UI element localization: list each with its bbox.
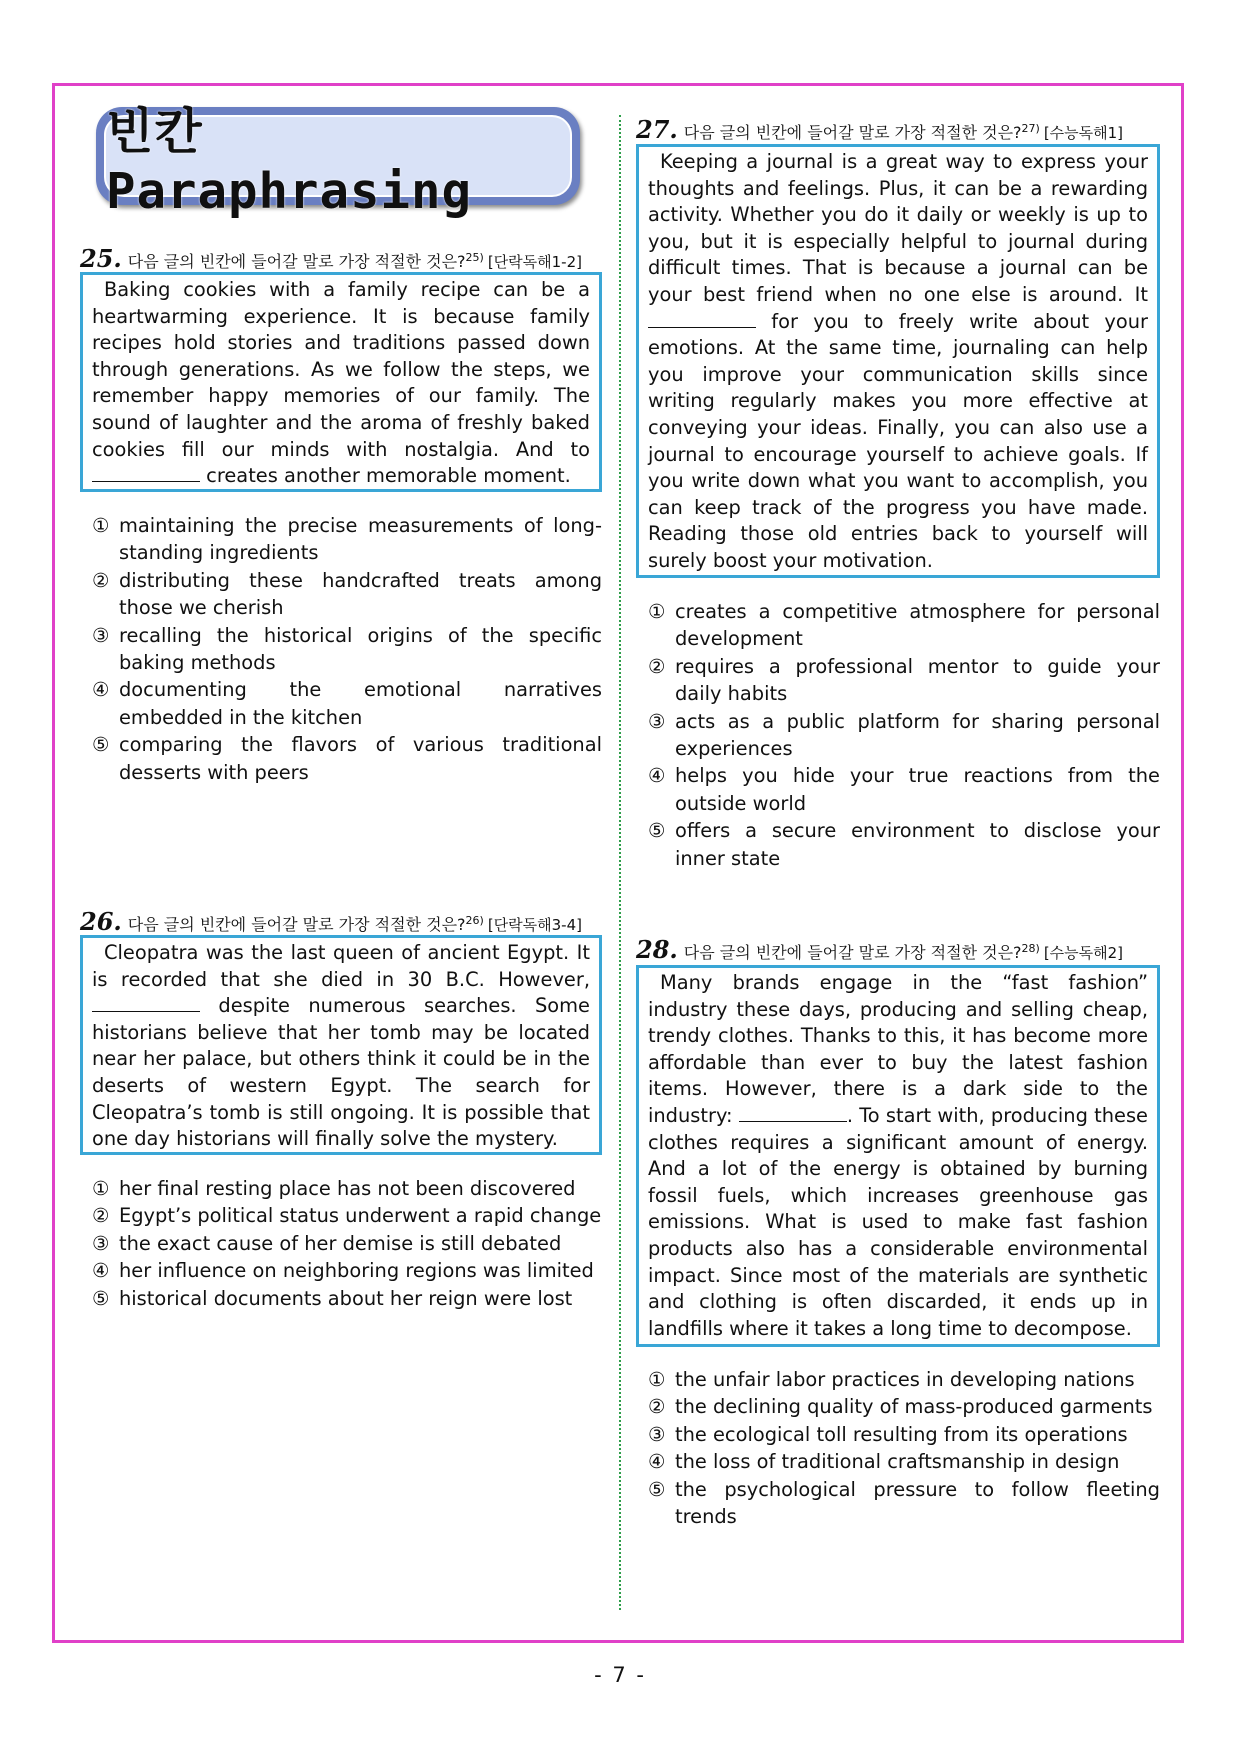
question-header-25 — [80, 244, 582, 273]
question-header-26 — [80, 907, 582, 936]
option-text: recalling the historical origins of the specific baking methods — [119, 623, 602, 675]
option-marker: ③ — [92, 623, 110, 647]
option-marker: ⑤ — [92, 1286, 110, 1310]
options-list-26 — [92, 1175, 602, 1312]
option-text: documenting the emotional narratives embedded in the kitchen — [119, 678, 602, 729]
option-marker: ⑤ — [648, 819, 666, 843]
option-text: comparing the flavors of various traditional desserts with peers — [119, 733, 602, 784]
option-marker: ① — [92, 1177, 110, 1200]
question-source: [수능독해2] — [1043, 944, 1124, 962]
option-text: distributing these handcrafted treats among those we cherish — [119, 568, 602, 620]
footnote-marker: 27) — [1021, 122, 1040, 135]
option-item[interactable] — [648, 653, 1160, 708]
question-number: 25. — [80, 244, 122, 273]
question-instruction: 다음 글의 빈칸에 들어갈 말로 가장 적절한 것은? — [683, 943, 1022, 962]
option-item[interactable] — [92, 622, 602, 677]
option-text: her influence on neighboring regions was limited — [119, 1259, 594, 1283]
section-title: 빈칸 Paraphrasing — [106, 102, 473, 220]
footnote-marker: 28) — [1021, 942, 1040, 955]
option-marker: ② — [92, 568, 110, 592]
passage-text: Keeping a journal is a great way to express your thoughts and feelings. Plus, it can be a rewarding activity. Whether you do it daily or weekly is up to you, but it is especially helpful to journal during difficult times. That is because a journal can be your best friend when no one else is around. It — [648, 150, 1148, 306]
option-item[interactable] — [648, 817, 1160, 872]
passage-text: Many brands engage in the “fast fashion” industry these days, producing and selling cheap, trendy clothes. Thanks to this, it has become more affordable than ever to buy the latest fashion items. However, there is a dark side to the industry: — [648, 971, 1148, 1127]
option-text: historical documents about her reign were lost — [119, 1286, 573, 1310]
passage-text: . To start with, producing these clothes requires a significant amount of energy. And a lot of the energy is obtained by burning fossil fuels, which increases greenhouse gas emissions. What is used to make fast fashion products also has a considerable environmental impact. Since most of the materials are synthetic and clothing is often discarded, it ends up in landfills where it takes a long time to decompose. — [648, 1103, 1148, 1340]
answer-blank — [739, 1105, 847, 1122]
option-text: the psychological pressure to follow fleeting trends — [675, 1477, 1160, 1529]
option-item[interactable] — [648, 1366, 1160, 1393]
question-source: [수능독해1] — [1043, 124, 1124, 142]
option-item[interactable] — [92, 567, 602, 622]
option-marker: ⑤ — [648, 1477, 666, 1501]
option-item[interactable] — [648, 708, 1160, 763]
option-marker: ② — [92, 1204, 110, 1228]
option-text: the unfair labor practices in developing nations — [675, 1368, 1135, 1391]
option-marker: ① — [92, 514, 110, 537]
option-marker: ③ — [648, 709, 666, 733]
option-item[interactable] — [648, 1448, 1160, 1475]
option-marker: ① — [648, 600, 666, 623]
option-item[interactable] — [92, 731, 602, 786]
option-item[interactable] — [648, 1476, 1160, 1531]
option-marker: ③ — [648, 1422, 666, 1446]
option-marker: ⑤ — [92, 733, 110, 757]
option-item[interactable] — [92, 1202, 602, 1229]
option-item[interactable] — [92, 512, 602, 567]
option-item[interactable] — [92, 1230, 602, 1257]
passage-text: despite numerous searches. Some historians believe that her tomb may be located near her palace, but others think it could be in the deserts of western Egypt. The search for Cleopatra’s tomb is still ongoing. It is possible that one day historians will finally solve the mystery. — [92, 994, 590, 1151]
passage-text: for you to freely write about your emotions. At the same time, journaling can help you improve your communication skills since writing regularly makes you more effective at conveying your ideas. Finally, you can also use a journal to encourage yourself to achieve goals. If you write down what you want to accomplish, you can keep track of the progress you have made. Reading those old entries back to yourself will surely boost your motivation. — [648, 309, 1148, 572]
option-item[interactable] — [648, 598, 1160, 653]
option-text: Egypt’s political status underwent a rapid change — [119, 1204, 602, 1228]
option-marker: ④ — [92, 678, 110, 702]
option-item[interactable] — [92, 1285, 602, 1312]
options-list-28 — [648, 1366, 1160, 1530]
answer-blank — [92, 995, 200, 1012]
passage-box-28 — [636, 965, 1160, 1347]
options-list-25 — [92, 512, 602, 786]
option-item[interactable] — [92, 676, 602, 731]
answer-blank — [648, 311, 756, 328]
question-number: 27. — [636, 115, 678, 144]
option-text: the declining quality of mass-produced garments — [675, 1395, 1153, 1419]
option-item[interactable] — [92, 1257, 602, 1284]
option-marker: ② — [648, 654, 666, 678]
footnote-marker: 25) — [465, 251, 484, 264]
passage-text: Baking cookies with a family recipe can be a heartwarming experience. It is because family recipes hold stories and traditions passed down through generations. As we follow the steps, we remember happy memories of our family. The sound of laughter and the aroma of freshly baked cookies fill our minds with nostalgia. And to — [92, 278, 590, 461]
option-text: acts as a public platform for sharing personal experiences — [675, 709, 1160, 761]
passage-box-27 — [636, 144, 1160, 578]
option-marker: ④ — [648, 764, 666, 788]
question-instruction: 다음 글의 빈칸에 들어갈 말로 가장 적절한 것은? — [127, 915, 466, 934]
passage-box-26 — [80, 935, 602, 1155]
option-item[interactable] — [648, 762, 1160, 817]
option-text: her final resting place has not been discovered — [119, 1177, 576, 1200]
options-list-27 — [648, 598, 1160, 872]
option-text: requires a professional mentor to guide your daily habits — [675, 654, 1160, 706]
question-header-28 — [636, 935, 1123, 964]
question-instruction: 다음 글의 빈칸에 들어갈 말로 가장 적절한 것은? — [127, 252, 466, 271]
option-text: creates a competitive atmosphere for personal development — [675, 600, 1160, 651]
option-text: helps you hide your true reactions from the outside world — [675, 764, 1160, 815]
option-item[interactable] — [648, 1393, 1160, 1420]
option-marker: ① — [648, 1368, 666, 1391]
column-divider — [619, 115, 621, 1610]
option-item[interactable] — [92, 1175, 602, 1202]
answer-blank — [92, 465, 200, 482]
question-number: 28. — [636, 935, 678, 964]
option-text: the exact cause of her demise is still debated — [119, 1231, 562, 1255]
option-item[interactable] — [648, 1421, 1160, 1448]
footnote-marker: 26) — [465, 914, 484, 927]
option-text: the loss of traditional craftsmanship in design — [675, 1450, 1120, 1474]
option-marker: ④ — [92, 1259, 110, 1283]
option-marker: ② — [648, 1395, 666, 1419]
option-marker: ③ — [92, 1231, 110, 1255]
question-source: [단락독해3-4] — [487, 916, 582, 934]
option-text: the ecological toll resulting from its operations — [675, 1422, 1128, 1446]
option-text: maintaining the precise measurements of long-standing ingredients — [119, 514, 602, 565]
question-source: [단락독해1-2] — [487, 253, 582, 271]
page-number: - 7 - — [594, 1663, 646, 1687]
section-title-badge — [96, 102, 580, 220]
option-marker: ④ — [648, 1450, 666, 1474]
question-header-27 — [636, 115, 1123, 144]
question-instruction: 다음 글의 빈칸에 들어갈 말로 가장 적절한 것은? — [683, 123, 1022, 142]
passage-box-25 — [80, 272, 602, 492]
passage-text: Cleopatra was the last queen of ancient Egypt. It is recorded that she died in 30 B.C. However, — [92, 941, 590, 991]
question-number: 26. — [80, 907, 122, 936]
passage-text: creates another memorable moment. — [206, 464, 571, 488]
option-text: offers a secure environment to disclose your inner state — [675, 819, 1160, 870]
